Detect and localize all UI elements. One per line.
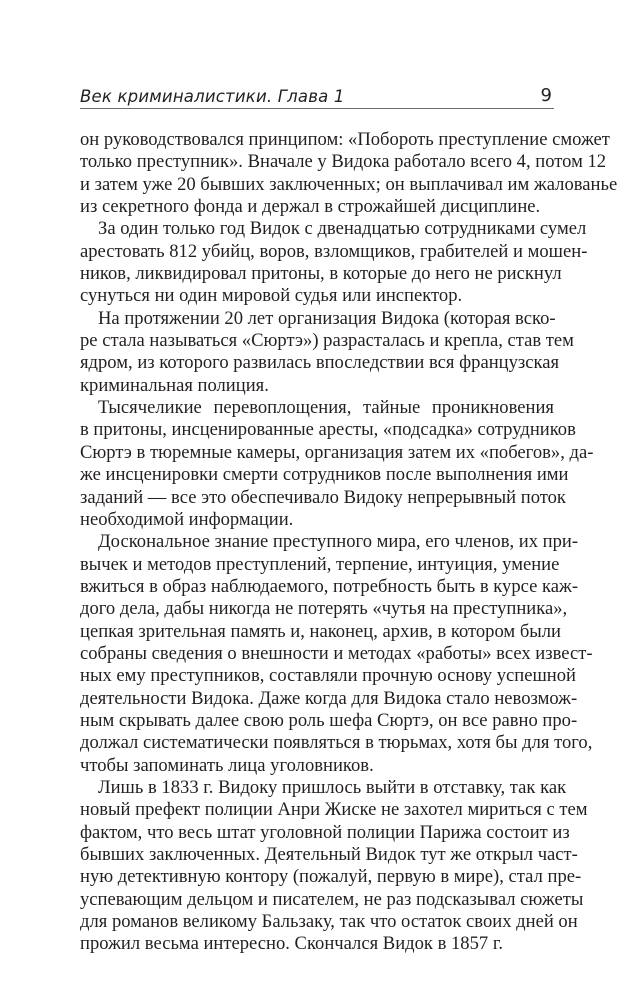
- paragraph-1: [80, 129, 618, 218]
- paragraph-5: [80, 531, 593, 777]
- running-head: [80, 84, 554, 109]
- text-line: он руководствовался принципом: «Побороть преступление сможет: [80, 129, 610, 150]
- book-page: [80, 84, 618, 956]
- text-line: деятельности Видока. Даже когда для Видока стало невозмож-: [80, 687, 578, 709]
- text-line: должал систематически появляться в тюрьмах, хотя бы для того,: [80, 732, 593, 754]
- page-number: 9: [540, 85, 552, 106]
- text-line: же инсценировки смерти сотрудников после выполнения ими: [80, 464, 569, 486]
- body-text: [80, 129, 618, 956]
- text-line: ным скрывать далее свою роль шефа Сюртэ, он все равно про-: [80, 709, 578, 731]
- text-line: Лишь в 1833 г. Видоку пришлось выйти в отставку, так как: [98, 776, 567, 798]
- text-line: ре стала называться «Сюртэ») разрасталась и крепла, став тем: [80, 330, 574, 352]
- text-line: сунуться ни один мировой судья или инспектор.: [80, 285, 463, 307]
- text-line: ную детективную контору (пожалуй, первую в мире), стал пре-: [80, 866, 582, 888]
- text-line: Доскональное знание преступного мира, его членов, их при-: [98, 531, 579, 553]
- text-line: собраны сведения о внешности и методах «работы» всех извест-: [80, 642, 593, 664]
- paragraph-3: [80, 307, 574, 397]
- text-line: в притоны, инсценированные аресты, «подсадка» сотрудников: [80, 419, 576, 441]
- text-line: успевающим дельцом и писателем, не раз подсказывал сюжеты: [80, 888, 584, 910]
- paragraph-6: [80, 776, 588, 956]
- paragraph-2: [80, 218, 588, 307]
- text-line: только преступник». Вначале у Видока работало всего 4, потом 12: [80, 151, 607, 173]
- text-line: вычек и методов преступлений, терпение, интуиция, умение: [80, 553, 560, 575]
- text-line: заданий — все это обеспечивало Видоку непрерывный поток: [80, 486, 566, 508]
- text-line: бывших заключенных. Деятельный Видок тут же открыл част-: [80, 844, 578, 865]
- text-line: Тысячеликие перевоплощения, тайные проникновения: [98, 397, 554, 419]
- text-line: фактом, что весь штат уголовной полиции Парижа состоит из: [80, 821, 570, 843]
- text-line: новый префект полиции Анри Жиске не захотел мириться с тем: [80, 799, 588, 821]
- text-line: криминальная полиция.: [80, 374, 269, 396]
- text-line: ных ему преступников, составляли прочную основу успешной: [80, 665, 576, 687]
- text-line: для романов великому Бальзаку, так что остаток своих дней он: [80, 911, 578, 933]
- text-line: необходимой информации.: [80, 508, 294, 530]
- paragraph-4: [80, 397, 594, 531]
- text-line: Сюртэ в тюремные камеры, организация затем их «побегов», да-: [80, 441, 594, 463]
- text-line: из секретного фонда и держал в строжайшей дисциплине.: [80, 196, 541, 218]
- chapter-title: Век криминалистики. Глава 1: [80, 87, 345, 106]
- text-line: прожил весьма интересно. Скончался Видок в 1857 г.: [80, 933, 504, 955]
- text-line: арестовать 812 убийц, воров, взломщиков, грабителей и мошен-: [80, 240, 588, 262]
- text-line: чтобы запоминать лица уголовников.: [80, 754, 374, 776]
- text-line: вжиться в образ наблюдаемого, потребность быть в курсе каж-: [80, 575, 579, 597]
- text-line: ников, ликвидировал притоны, в которые до него не рискнул: [80, 263, 562, 285]
- text-line: На протяжении 20 лет организация Видока (которая вско-: [98, 307, 556, 329]
- text-line: и затем уже 20 бывших заключенных; он выплачивал им жалованье: [80, 173, 618, 195]
- text-line: ядром, из которого развилась впоследствии вся французская: [80, 352, 560, 374]
- text-line: цепкая зрительная память и, наконец, архив, в котором были: [80, 620, 562, 642]
- text-line: дого дела, дабы никогда не потерять «чутья на преступника»,: [80, 598, 568, 620]
- text-line: За один только год Видок с двенадцатью сотрудниками сумел: [98, 218, 587, 240]
